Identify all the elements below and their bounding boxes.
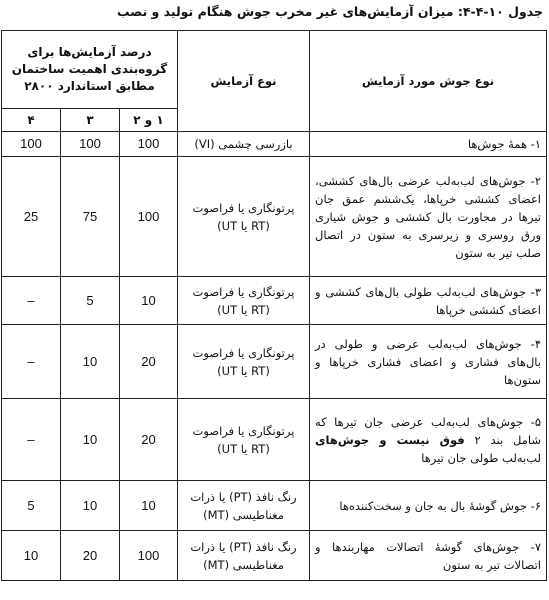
header-percent-line3: مطابق استاندارد ۲۸۰۰ bbox=[24, 79, 155, 93]
weld-text-bold: فوق نیست و جوش‌های bbox=[315, 432, 465, 447]
test-line1: پرتونگاری یا فراصوت bbox=[192, 200, 295, 215]
test-line1: رنگ نافذ (PT) یا ذرات bbox=[190, 489, 297, 504]
weld-cell: ۳- جوش‌های لب‌به‌لب طولی بال‌های کششی و اعضای کششی خرپاها bbox=[310, 277, 547, 325]
weld-cell: ۲- جوش‌های لب‌به‌لب عرضی بال‌های کششی، اعضای کششی خرپاها، یک‌ششم عمق جان تیرها در مجاورت بال کششی و جوش شیاری ورق روسری و زیرسری به ستون در اتصال صلب تیر به ستون bbox=[310, 157, 547, 277]
table-row bbox=[2, 399, 547, 481]
group-4-cell: 100 bbox=[2, 132, 61, 157]
group-4-cell: 10 bbox=[2, 531, 61, 581]
group-4-cell: – bbox=[2, 277, 61, 325]
group-1and2-cell: 100 bbox=[120, 157, 178, 277]
test-line2: (RT یا UT) bbox=[217, 441, 270, 456]
table-row bbox=[2, 277, 547, 325]
group-1and2-cell: 100 bbox=[120, 531, 178, 581]
group-3-cell: 10 bbox=[61, 399, 120, 481]
weld-cell: ۷- جوش‌های گوشهٔ اتصالات مهاربندها و اتصالات تیر به ستون bbox=[310, 531, 547, 581]
test-line1: پرتونگاری یا فراصوت bbox=[192, 345, 295, 360]
test-line1: پرتونگاری یا فراصوت bbox=[192, 284, 295, 299]
group-3-cell: 75 bbox=[61, 157, 120, 277]
group-4-cell: 5 bbox=[2, 481, 61, 531]
header-group-4: ۴ bbox=[2, 109, 61, 132]
test-cell bbox=[178, 325, 310, 399]
weld-cell: ۶- جوش گوشهٔ بال به جان و سخت‌کننده‌ها bbox=[310, 481, 547, 531]
test-line2: (RT یا UT) bbox=[217, 218, 270, 233]
header-group-1and2: ۱ و ۲ bbox=[120, 109, 178, 132]
weld-text-c: لب‌به‌لب طولی جان تیرها bbox=[421, 450, 541, 465]
group-1and2-cell: 20 bbox=[120, 325, 178, 399]
table-row bbox=[2, 132, 547, 157]
header-percent-line2: گروه‌بندی اهمیت ساختمان bbox=[11, 62, 168, 76]
group-4-cell: – bbox=[2, 399, 61, 481]
ndt-table bbox=[1, 30, 547, 581]
table-row bbox=[2, 157, 547, 277]
header-row bbox=[2, 31, 547, 109]
test-cell bbox=[178, 531, 310, 581]
group-4-cell: 25 bbox=[2, 157, 61, 277]
group-1and2-cell: 20 bbox=[120, 399, 178, 481]
test-cell bbox=[178, 132, 310, 157]
test-line1: رنگ نافذ (PT) یا ذرات bbox=[190, 539, 297, 554]
test-cell bbox=[178, 399, 310, 481]
test-cell bbox=[178, 277, 310, 325]
weld-cell bbox=[310, 399, 547, 481]
group-3-cell: 100 bbox=[61, 132, 120, 157]
group-3-cell: 5 bbox=[61, 277, 120, 325]
header-weld-type: نوع جوش مورد آزمایش bbox=[310, 31, 547, 132]
weld-text-a: ۵- جوش‌های لب‌به‌لب عرضی جان تیرها که شامل بند ۲ bbox=[315, 414, 541, 447]
test-cell bbox=[178, 157, 310, 277]
test-cell bbox=[178, 481, 310, 531]
weld-cell: ۴- جوش‌های لب‌به‌لب عرضی و طولی در بال‌های فشاری و اعضای فشاری خرپاها و ستون‌ها bbox=[310, 325, 547, 399]
test-line2: مغناطیسی (MT) bbox=[203, 507, 284, 522]
test-line2: (RT یا UT) bbox=[217, 302, 270, 317]
table-row bbox=[2, 531, 547, 581]
group-1and2-cell: 100 bbox=[120, 132, 178, 157]
weld-cell: ۱- همهٔ جوش‌ها bbox=[310, 132, 547, 157]
group-3-cell: 10 bbox=[61, 481, 120, 531]
group-3-cell: 10 bbox=[61, 325, 120, 399]
header-test-type: نوع آزمایش bbox=[178, 31, 310, 132]
test-line2: مغناطیسی (MT) bbox=[203, 557, 284, 572]
group-1and2-cell: 10 bbox=[120, 277, 178, 325]
group-1and2-cell: 10 bbox=[120, 481, 178, 531]
group-4-cell: – bbox=[2, 325, 61, 399]
table-row bbox=[2, 325, 547, 399]
header-percent-group bbox=[2, 31, 178, 109]
header-group-3: ۳ bbox=[61, 109, 120, 132]
test-line1: بازرسی چشمی (VI) bbox=[194, 137, 293, 151]
group-3-cell: 20 bbox=[61, 531, 120, 581]
test-line2: (RT یا UT) bbox=[217, 363, 270, 378]
table-row bbox=[2, 481, 547, 531]
table-caption: جدول ۱۰-۴-۴: میزان آزمایش‌های غیر مخرب جوش هنگام تولید و نصب bbox=[116, 4, 543, 19]
test-line1: پرتونگاری یا فراصوت bbox=[192, 423, 295, 438]
header-percent-line1: درصد آزمایش‌ها برای bbox=[27, 45, 152, 59]
